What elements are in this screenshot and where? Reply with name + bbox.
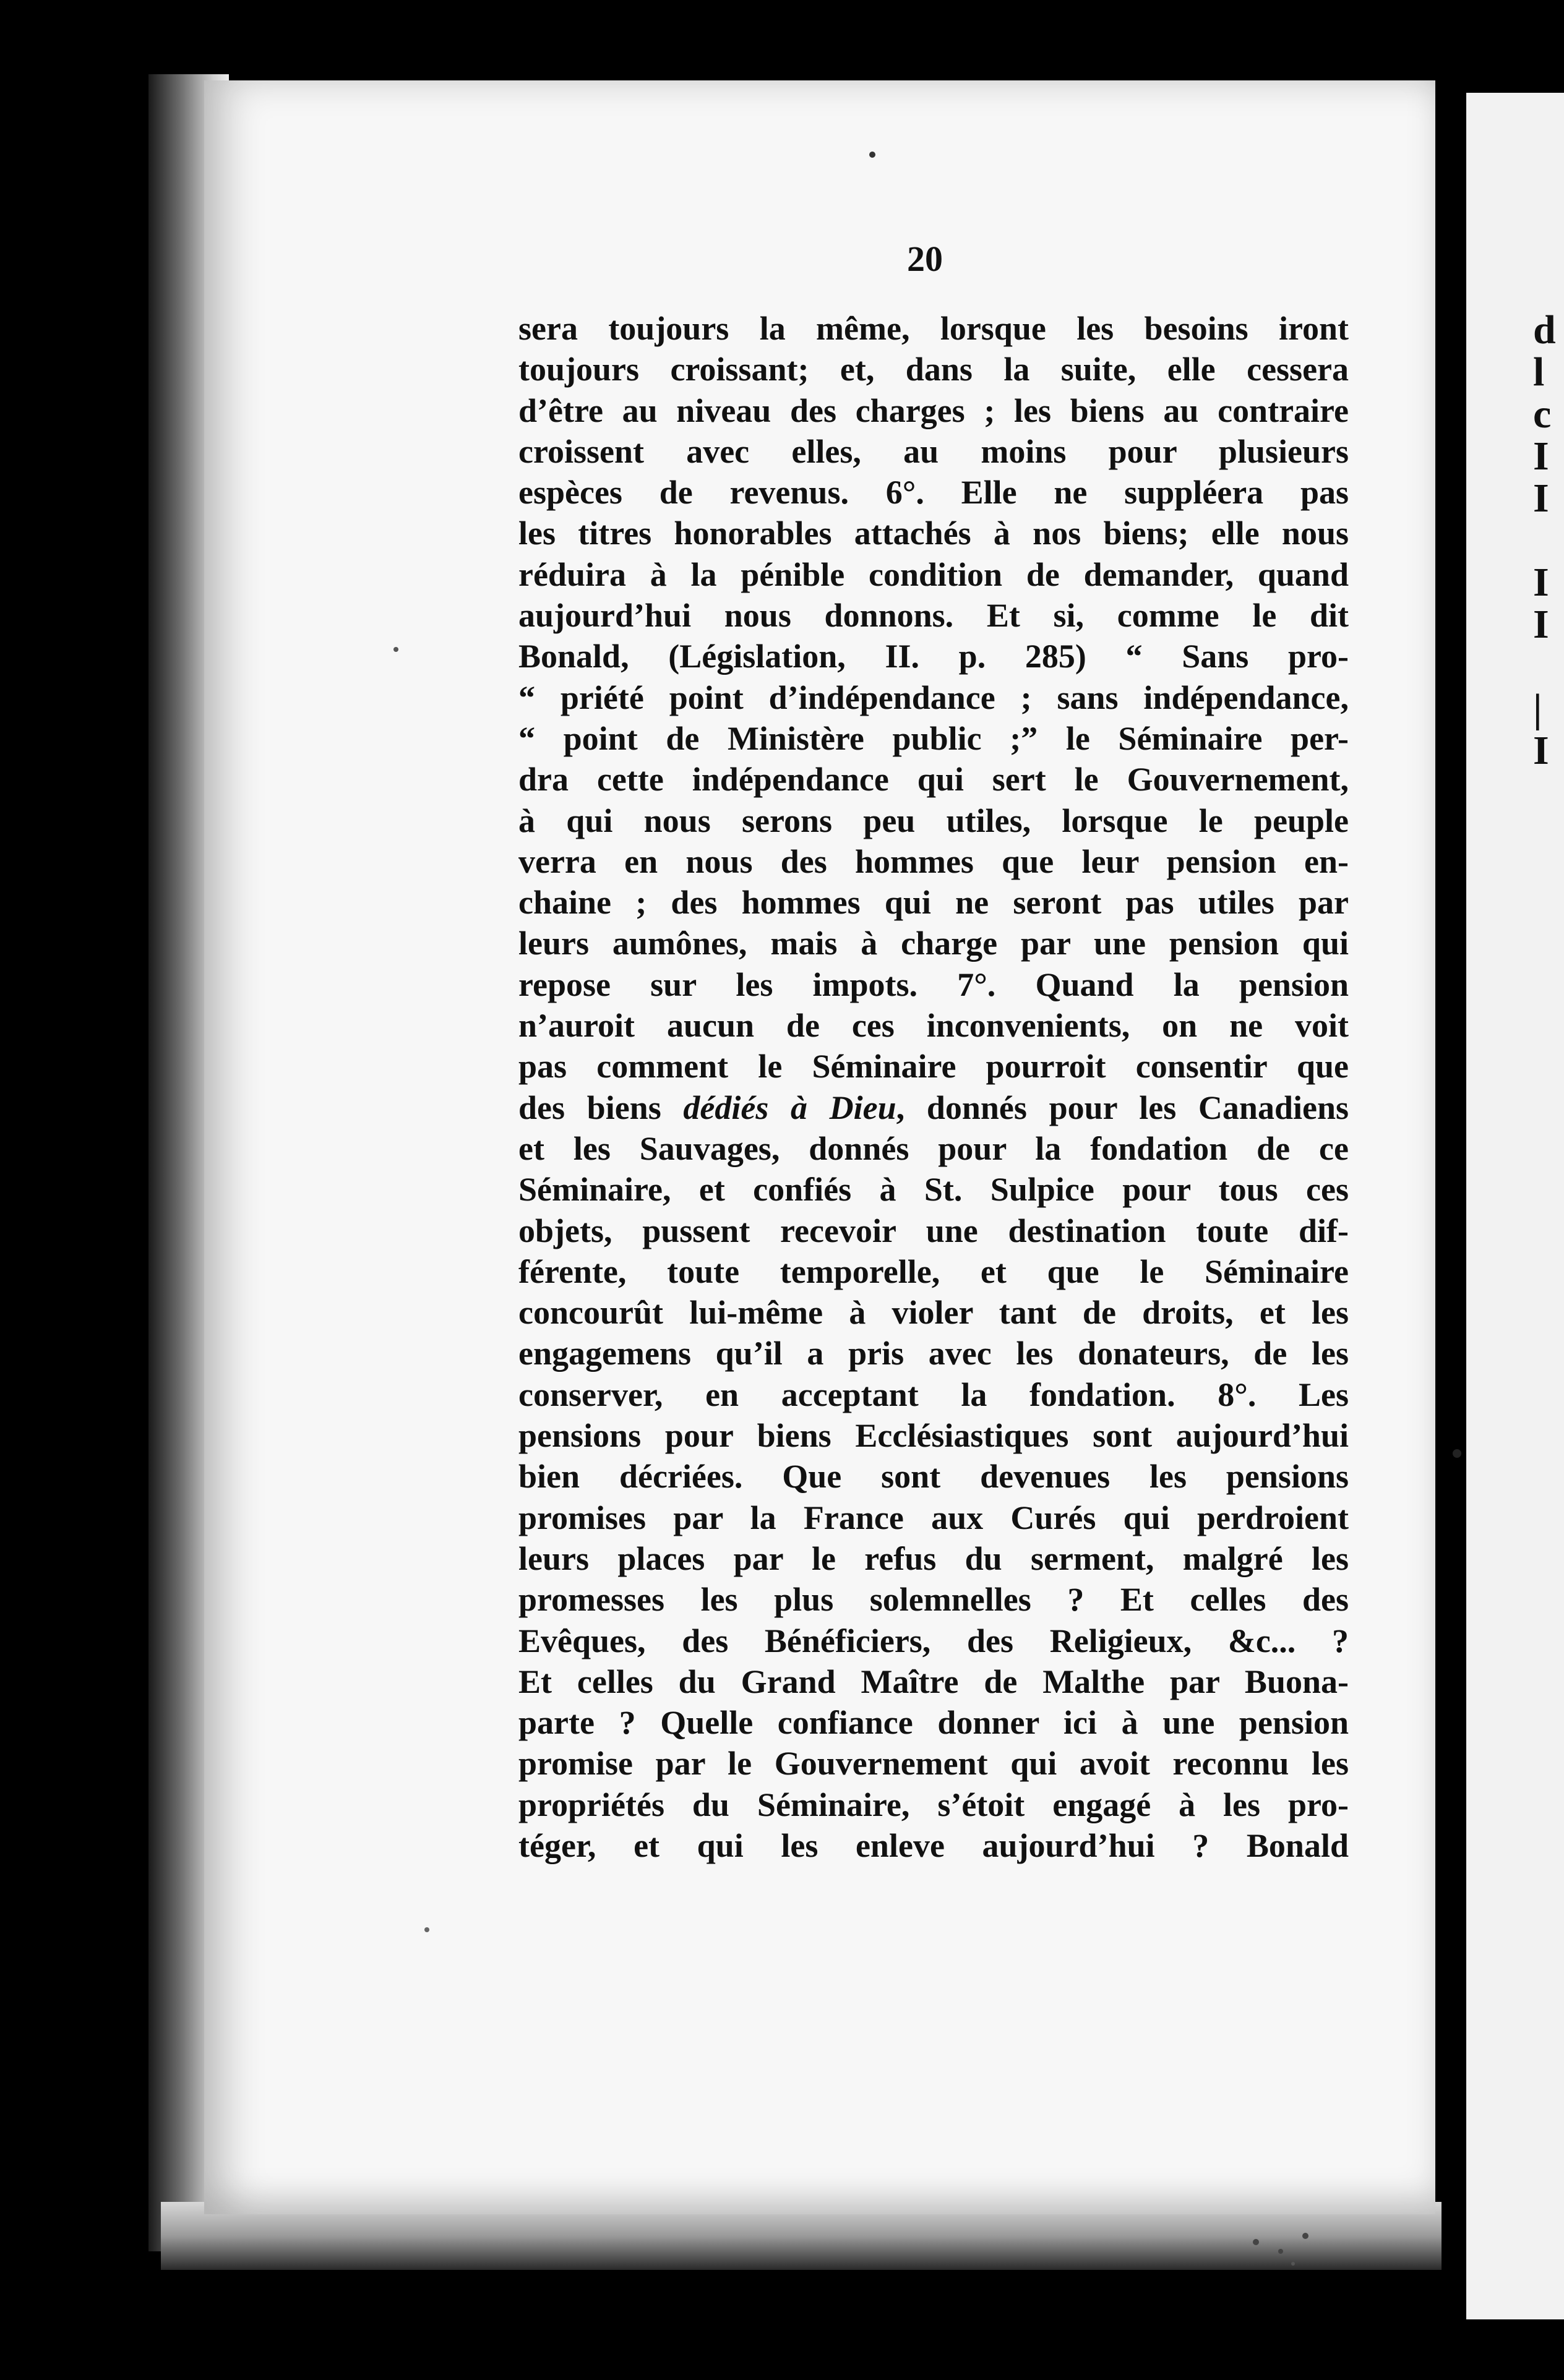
text-line: aujourd’hui nous donnons. Et si, comme le dit xyxy=(518,597,1349,635)
text-line: croissent avec elles, au moins pour plusieurs xyxy=(518,432,1349,470)
text-line: Séminaire, et confiés à St. Sulpice pour tous ces xyxy=(518,1171,1349,1209)
text-line: Et celles du Grand Maître de Malthe par Buona- xyxy=(518,1663,1349,1700)
text-segment: , donnés pour les Canadiens xyxy=(896,1089,1349,1126)
facing-page-glyphs: d l c I I I I | I xyxy=(1533,307,1556,773)
body-text xyxy=(518,308,1349,1866)
text-line: bien décriées. Que sont devenues les pensions xyxy=(518,1458,1349,1496)
text-line: téger, et qui les enleve aujourd’hui ? Bonald xyxy=(518,1826,1349,1864)
text-line: les titres honorables attachés à nos biens; elle nous xyxy=(518,515,1349,552)
text-line: conserver, en acceptant la fondation. 8°. Les xyxy=(518,1376,1349,1413)
text-line: repose sur les impots. 7°. Quand la pension xyxy=(518,965,1349,1003)
text-line: “ priété point d’indépendance ; sans indépendance, xyxy=(518,678,1349,716)
text-line: promesses les plus solemnelles ? Et celles des xyxy=(518,1581,1349,1619)
text-segment: des biens xyxy=(518,1089,684,1126)
text-line: chaine ; des hommes qui ne seront pas utiles par xyxy=(518,884,1349,922)
text-line: concourût lui-même à violer tant de droits, et les xyxy=(518,1294,1349,1332)
text-line: verra en nous des hommes que leur pension en- xyxy=(518,842,1349,880)
italic-phrase: dédiés à Dieu xyxy=(683,1089,896,1126)
text-line: sera toujours la même, lorsque les besoins iront xyxy=(518,310,1349,347)
text-line: objets, pussent recevoir une destination toute dif- xyxy=(518,1212,1349,1249)
text-line: promise par le Gouvernement qui avoit reconnu les xyxy=(518,1745,1349,1783)
text-line: Bonald, (Législation, II. p. 285) “ Sans pro- xyxy=(518,638,1349,675)
text-line: férente, toute temporelle, et que le Séminaire xyxy=(518,1252,1349,1290)
text-line: engagemens qu’il a pris avec les donateurs, de les xyxy=(518,1335,1349,1372)
text-line: d’être au niveau des charges ; les biens au contraire xyxy=(518,392,1349,429)
text-line-with-italic xyxy=(518,1087,1349,1128)
text-line: promises par la France aux Curés qui perdroient xyxy=(518,1499,1349,1536)
page-number: 20 xyxy=(907,239,943,279)
text-line: propriétés du Séminaire, s’étoit engagé à les pro- xyxy=(518,1786,1349,1823)
text-line: espèces de revenus. 6°. Elle ne suppléera pas xyxy=(518,474,1349,512)
text-line: leurs aumônes, mais à charge par une pension qui xyxy=(518,925,1349,962)
text-line: Evêques, des Bénéficiers, des Religieux, &c... ? xyxy=(518,1622,1349,1659)
text-line: “ point de Ministère public ;” le Séminaire per- xyxy=(518,719,1349,757)
text-line: n’auroit aucun de ces inconvenients, on ne voit xyxy=(518,1007,1349,1045)
text-line: parte ? Quelle confiance donner ici à une pension xyxy=(518,1704,1349,1742)
text-line: à qui nous serons peu utiles, lorsque le peuple xyxy=(518,802,1349,839)
text-line: pensions pour biens Ecclésiastiques sont aujourd’hui xyxy=(518,1417,1349,1455)
text-line: et les Sauvages, donnés pour la fondation de ce xyxy=(518,1129,1349,1167)
text-line: toujours croissant; et, dans la suite, elle cessera xyxy=(518,351,1349,388)
text-line: réduira à la pénible condition de demander, quand xyxy=(518,555,1349,593)
text-line: pas comment le Séminaire pourroit consentir que xyxy=(518,1048,1349,1085)
text-line: leurs places par le refus du serment, malgré les xyxy=(518,1539,1349,1577)
text-line: dra cette indépendance qui sert le Gouvernement, xyxy=(518,761,1349,798)
